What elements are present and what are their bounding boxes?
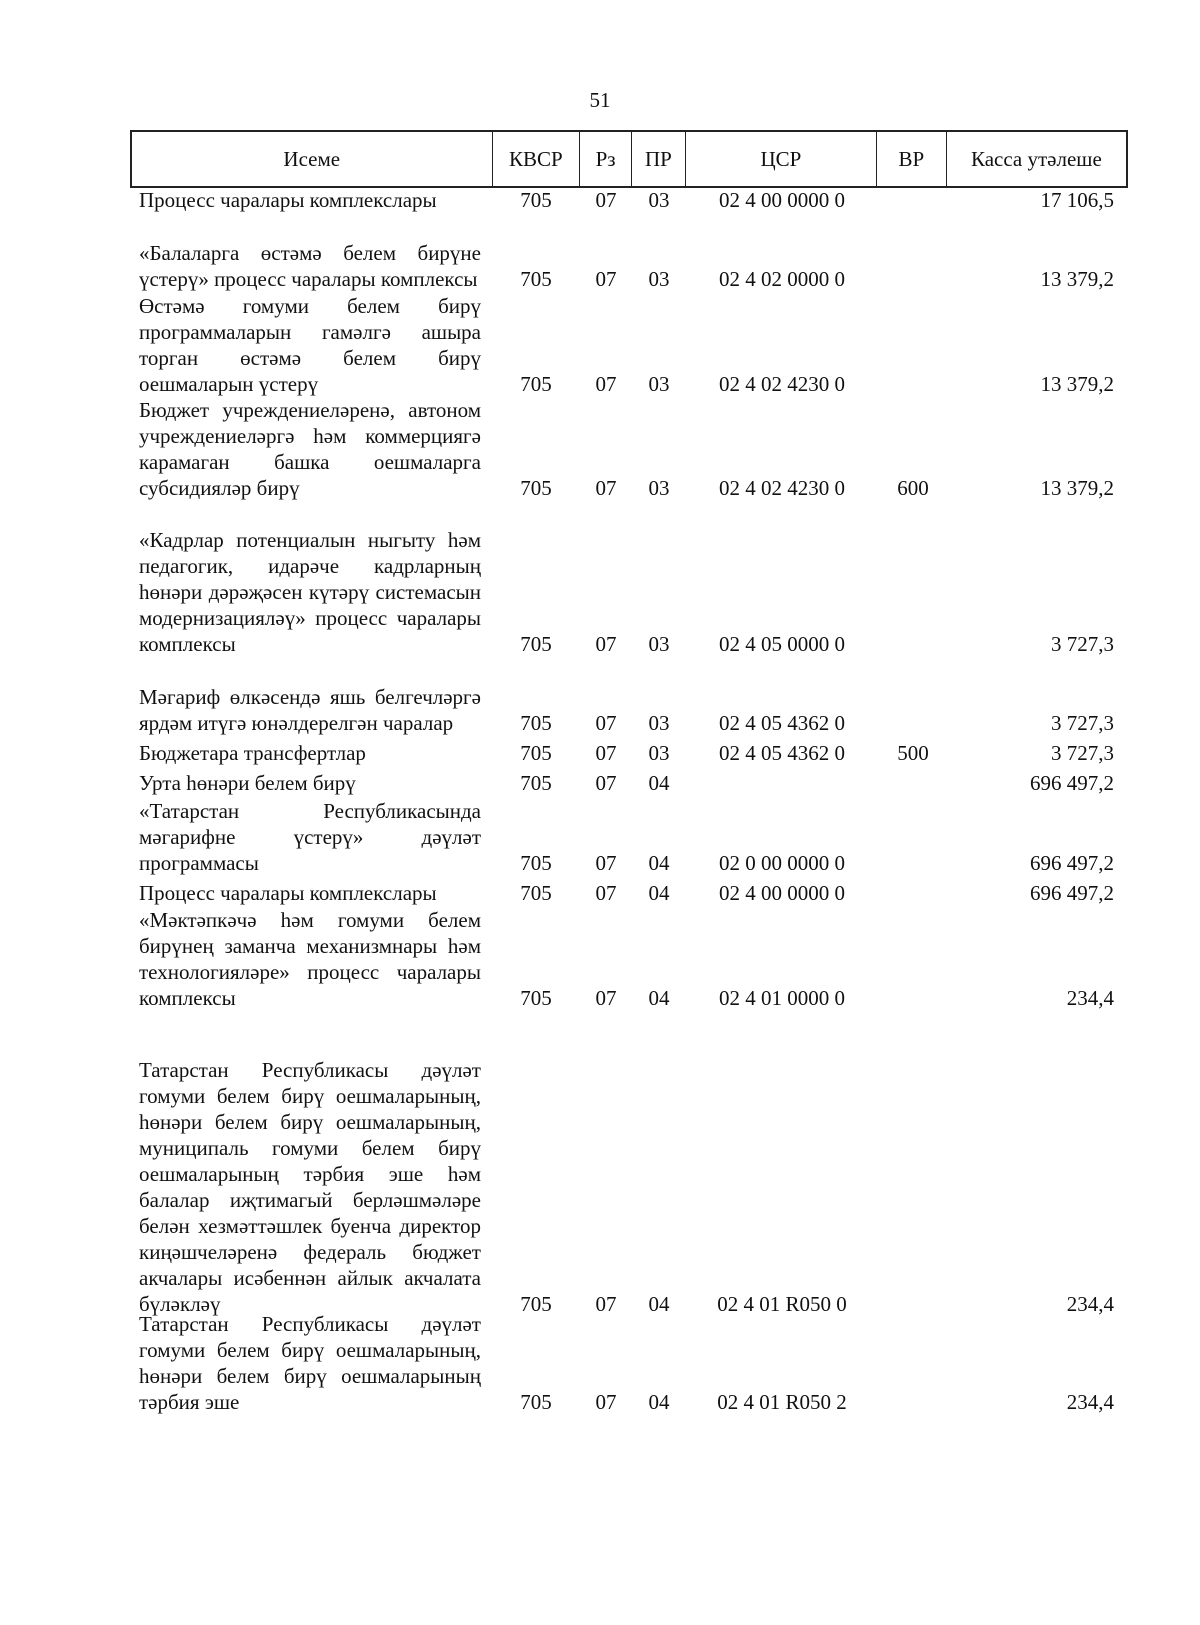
row-name: Процесс чаралары комплекслары	[139, 881, 437, 905]
row-kassa: 234,4	[1066, 986, 1114, 1010]
row-kvsr: 705	[520, 986, 552, 1010]
row-pr: 03	[648, 372, 670, 396]
row-pr: 04	[648, 771, 670, 795]
row-name: «Мәктәпкәчә һәм гомуми белем бирүнең заманча механизмнары һәм технологияләре» процесс чаралары комплексы	[139, 908, 481, 1010]
row-kvsr: 705	[520, 851, 552, 875]
table-row	[130, 400, 1128, 501]
column-header-rz: Рз	[580, 132, 632, 186]
row-kassa: 13 379,2	[1040, 267, 1114, 291]
row-pr: 04	[648, 881, 670, 905]
row-name: Урта һөнәри белем бирү	[139, 771, 356, 795]
row-name: Бюджет учреждениеләренә, автоном учреждениеләргә һәм коммерциягә карамаган башка оешмаларга субсидияләр бирү	[139, 398, 481, 500]
row-pr: 03	[648, 267, 670, 291]
row-rz: 07	[595, 851, 617, 875]
row-kassa: 13 379,2	[1040, 476, 1114, 500]
table-row	[130, 770, 1128, 796]
column-header-vr: ВР	[877, 132, 947, 186]
row-name: Процесс чаралары комплекслары	[139, 188, 437, 212]
row-rz: 07	[595, 188, 617, 212]
table-row	[130, 910, 1128, 1011]
row-kassa: 696 497,2	[1030, 771, 1114, 795]
row-pr: 03	[648, 741, 670, 765]
row-csr: 02 4 01 0000 0	[719, 986, 845, 1010]
row-csr: 02 4 01 R050 0	[717, 1292, 847, 1316]
row-name: «Балаларга өстәмә белем бирүне үстерү» процесс чаралары комплексы	[139, 241, 481, 291]
column-header-kvsr: КВСР	[493, 132, 581, 186]
row-csr: 02 4 05 4362 0	[719, 711, 845, 735]
row-name: Татарстан Республикасы дәүләт гомуми белем бирү оешмаларының, һөнәри белем бирү оешмаларының, муниципаль гомуми белем бирү оешмаларының тәрбия эше һәм балалар иҗтимагый берләшмәләре белән хезмәттәшлек буенча директор киңәшчеләренә федераль бюджет акчалары исәбеннән айлык акчалата бүләкләү	[139, 1058, 481, 1316]
row-pr: 04	[648, 1390, 670, 1414]
row-name: Мәгариф өлкәсендә яшь белгечләргә ярдәм итүгә юнәлдерелгән чаралар	[139, 685, 481, 735]
row-kvsr: 705	[520, 741, 552, 765]
row-pr: 03	[648, 711, 670, 735]
table-row	[130, 660, 1128, 736]
row-name: Татарстан Республикасы дәүләт гомуми белем бирү оешмаларының, һөнәри белем бирү оешмаларының тәрбия эше	[139, 1312, 481, 1414]
row-kvsr: 705	[520, 1292, 552, 1316]
column-header-kassa: Касса утәлеше	[970, 147, 1102, 171]
table-row	[130, 506, 1128, 657]
row-name: Өстәмә гомуми белем бирү программаларын гамәлгә ашыра торган өстәмә белем бирү оешмаларын үстерү	[139, 294, 481, 396]
row-name: Бюджетара трансфертлар	[139, 741, 366, 765]
row-csr: 02 4 02 4230 0	[719, 476, 845, 500]
row-kvsr: 705	[520, 632, 552, 656]
row-kvsr: 705	[520, 711, 552, 735]
table-header	[130, 130, 1128, 188]
row-kassa: 13 379,2	[1040, 372, 1114, 396]
row-vr: 500	[897, 741, 929, 765]
row-name: «Татарстан Республикасында мәгарифне үстерү» дәүләт программасы	[139, 799, 481, 875]
row-kassa: 234,4	[1066, 1390, 1114, 1414]
row-kvsr: 705	[520, 267, 552, 291]
column-header-pr: ПР	[632, 132, 686, 186]
column-header-name: Исеме	[132, 132, 493, 186]
row-kassa: 17 106,5	[1040, 188, 1114, 212]
row-vr: 600	[897, 476, 929, 500]
row-csr: 02 4 02 4230 0	[719, 372, 845, 396]
row-pr: 04	[648, 986, 670, 1010]
column-header-csr: ЦСР	[686, 132, 877, 186]
row-rz: 07	[595, 1292, 617, 1316]
table-row	[130, 1016, 1128, 1317]
row-csr: 02 4 01 R050 2	[717, 1390, 847, 1414]
row-kassa: 234,4	[1066, 1292, 1114, 1316]
row-pr: 04	[648, 851, 670, 875]
row-kvsr: 705	[520, 188, 552, 212]
row-rz: 07	[595, 632, 617, 656]
row-pr: 03	[648, 188, 670, 212]
row-rz: 07	[595, 1390, 617, 1414]
row-csr: 02 4 02 0000 0	[719, 267, 845, 291]
row-kvsr: 705	[520, 476, 552, 500]
row-kvsr: 705	[520, 372, 552, 396]
row-rz: 07	[595, 741, 617, 765]
page-number: 51	[589, 88, 611, 112]
row-rz: 07	[595, 986, 617, 1010]
row-csr: 02 4 05 4362 0	[719, 741, 845, 765]
row-rz: 07	[595, 771, 617, 795]
table-row	[130, 880, 1128, 906]
row-rz: 07	[595, 372, 617, 396]
row-pr: 04	[648, 1292, 670, 1316]
row-kvsr: 705	[520, 1390, 552, 1414]
row-csr: 02 4 00 0000 0	[719, 188, 845, 212]
row-kassa: 3 727,3	[1051, 711, 1114, 735]
table-row	[130, 800, 1128, 876]
row-rz: 07	[595, 476, 617, 500]
row-rz: 07	[595, 711, 617, 735]
row-csr: 02 4 00 0000 0	[719, 881, 845, 905]
table-row	[130, 740, 1128, 766]
row-kassa: 696 497,2	[1030, 851, 1114, 875]
row-pr: 03	[648, 476, 670, 500]
row-name: «Кадрлар потенциалын ныгыту һәм педагогик, идарәче кадрларның һөнәри дәрәҗәсен күтәрү системасын модернизацияләү» процесс чаралары комплексы	[139, 528, 481, 656]
table-row	[130, 296, 1128, 397]
row-kvsr: 705	[520, 881, 552, 905]
row-kassa: 3 727,3	[1051, 741, 1114, 765]
row-kassa: 696 497,2	[1030, 881, 1114, 905]
row-kvsr: 705	[520, 771, 552, 795]
table-row	[130, 1312, 1128, 1415]
table-row	[130, 188, 1128, 213]
row-pr: 03	[648, 632, 670, 656]
row-kassa: 3 727,3	[1051, 632, 1114, 656]
table-row	[130, 215, 1128, 292]
row-csr: 02 0 00 0000 0	[719, 851, 845, 875]
row-rz: 07	[595, 267, 617, 291]
row-rz: 07	[595, 881, 617, 905]
row-csr: 02 4 05 0000 0	[719, 632, 845, 656]
